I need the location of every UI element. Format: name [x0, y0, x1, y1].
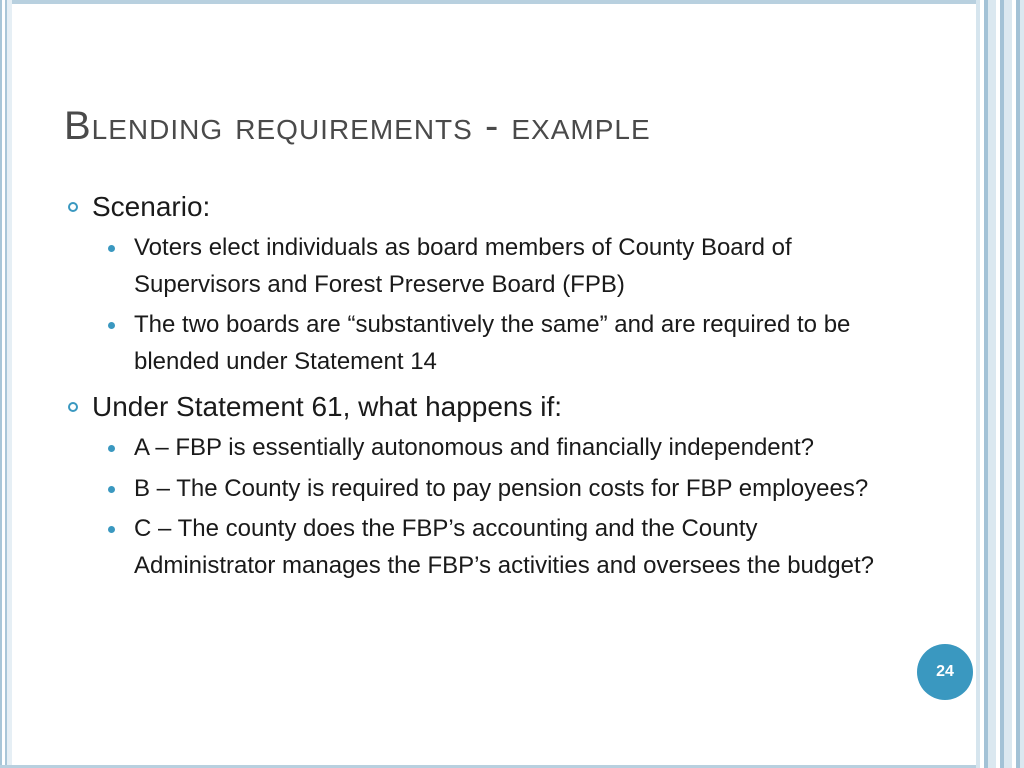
list-item-text: Voters elect individuals as board members of County Board of Supervisors and Forest Preserve Board (FPB) — [134, 234, 792, 298]
list-item — [60, 511, 890, 584]
statement-61-bullet-list — [60, 430, 890, 584]
section-heading-scenario — [60, 188, 890, 226]
slide-title: Blending requirements - example — [64, 104, 651, 148]
ring-bullet-icon — [68, 402, 78, 412]
section-heading-statement-61 — [60, 388, 890, 426]
page-number: 24 — [936, 663, 954, 680]
section-heading-text: Under Statement 61, what happens if: — [92, 391, 563, 422]
dot-bullet-icon — [108, 322, 115, 329]
list-item — [60, 430, 890, 467]
list-item-text: B – The County is required to pay pension costs for FBP employees? — [134, 474, 869, 502]
slide-content — [60, 188, 890, 592]
section-heading-text: Scenario: — [92, 191, 211, 222]
list-item-text: The two boards are “substantively the same” and are required to be blended under Statement 14 — [134, 311, 851, 375]
dot-bullet-icon — [108, 526, 115, 533]
list-item — [60, 471, 890, 508]
dot-bullet-icon — [108, 486, 115, 493]
frame-top-border — [0, 0, 1024, 4]
list-item — [60, 307, 890, 380]
list-item — [60, 230, 890, 303]
dot-bullet-icon — [108, 445, 115, 452]
frame-right-band — [976, 0, 1024, 768]
page-number-badge — [917, 644, 973, 700]
scenario-bullet-list — [60, 230, 890, 380]
list-item-text: A – FBP is essentially autonomous and financially independent? — [134, 434, 815, 461]
dot-bullet-icon — [108, 245, 115, 252]
list-item-text: C – The county does the FBP’s accounting and the County Administrator manages the FBP’s activities and oversees the budget? — [134, 515, 874, 579]
frame-left-border — [0, 0, 12, 768]
ring-bullet-icon — [68, 202, 78, 212]
